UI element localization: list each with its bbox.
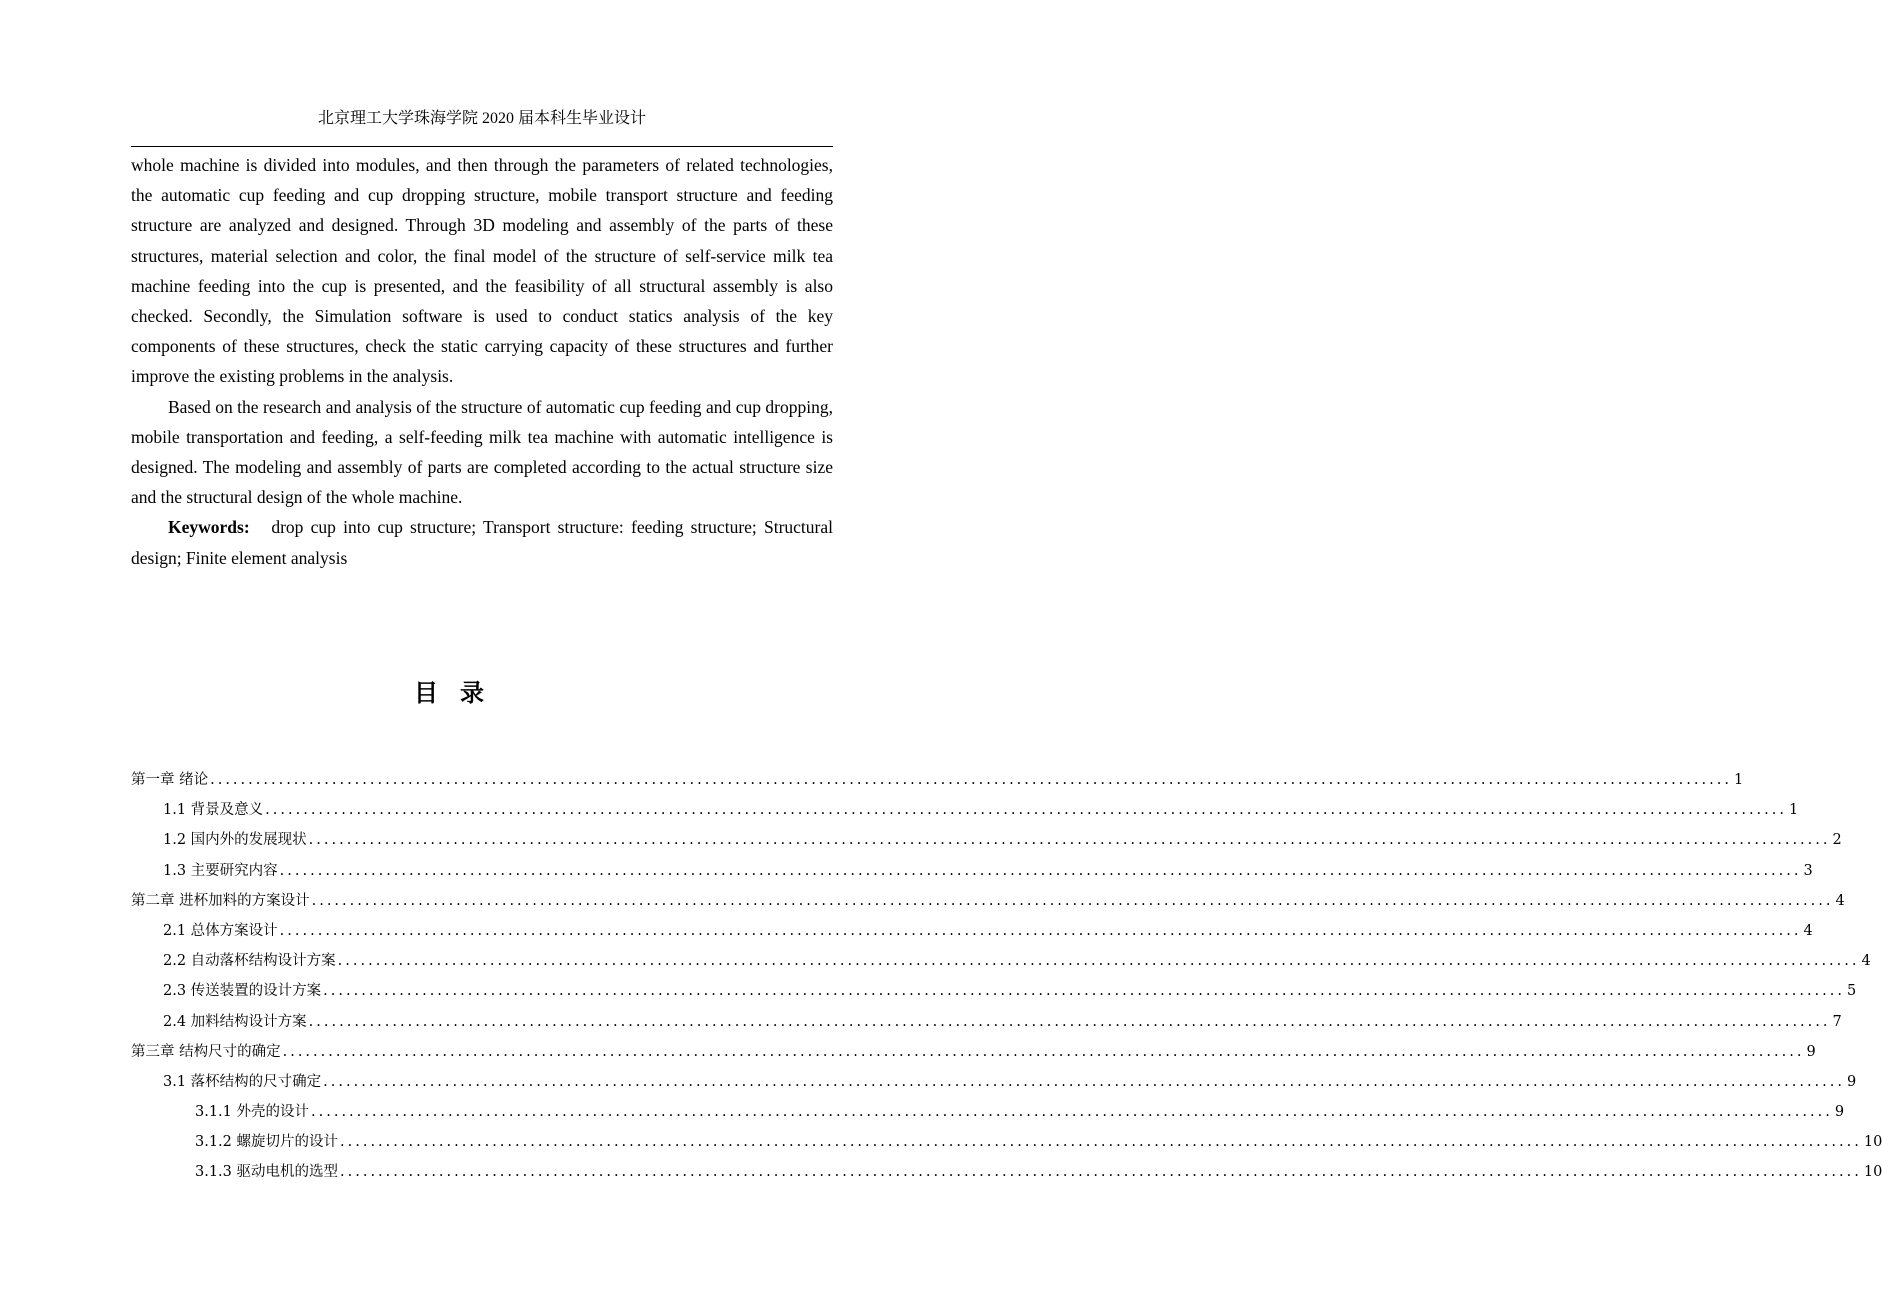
toc-entry-page: 4	[1803, 922, 1813, 939]
toc-entry-page: 7	[1832, 1013, 1842, 1030]
toc-entry[interactable]	[131, 1127, 1882, 1157]
toc-entry[interactable]	[131, 765, 1744, 795]
toc-leader-dots: ........................................................................................................................................................................................................	[265, 802, 1787, 819]
toc-entry-label: 第一章 绪论	[131, 772, 209, 788]
toc-entry-page: 4	[1835, 892, 1845, 909]
toc-entry[interactable]	[131, 1157, 1882, 1187]
toc-leader-dots: ........................................................................................................................................................................................................	[340, 1134, 1862, 1151]
toc-entry-label: 2.4 加料结构设计方案	[163, 1013, 307, 1030]
page-header: 北京理工大学珠海学院 2020 届本科生毕业设计	[317, 110, 646, 127]
toc-leader-dots: ........................................................................................................................................................................................................	[210, 772, 1732, 788]
toc-entry-label: 第二章 进杯加料的方案设计	[131, 892, 310, 909]
toc-leader-dots: ........................................................................................................................................................................................................	[323, 1073, 1845, 1090]
toc-title: 目录	[414, 678, 506, 707]
toc-entry-page: 3	[1803, 862, 1813, 879]
toc-entry-page: 10	[1863, 1134, 1882, 1151]
toc-entry[interactable]	[131, 976, 1857, 1006]
abstract-paragraph-1: whole machine is divided into modules, and then through the parameters of related technologies, the automatic cup feeding and cup dropping structure, mobile transport structure and feeding structure are analyzed and designed. Through 3D modeling and assembly of the parts of these structures, material selection and color, the final model of the structure of self-service milk tea machine feeding into the cup is presented, and the feasibility of all structural assembly is also checked. Secondly, the Simulation software is used to conduct statics analysis of the key components of these structures, check the static carrying capacity of these structures and further improve the existing problems in the analysis.	[131, 155, 833, 387]
toc-entry[interactable]	[131, 856, 1813, 886]
toc-entry-label: 3.1.1 外壳的设计	[195, 1104, 310, 1121]
toc-leader-dots: ........................................................................................................................................................................................................	[282, 1043, 1805, 1060]
toc-entry-page: 4	[1861, 953, 1871, 970]
toc-entry-page: 9	[1834, 1104, 1845, 1121]
toc-entry[interactable]	[131, 916, 1813, 946]
toc-entry[interactable]	[131, 825, 1842, 855]
toc-entry-page: 1	[1789, 802, 1799, 819]
toc-leader-dots: ........................................................................................................................................................................................................	[340, 1164, 1862, 1181]
toc-entry[interactable]	[131, 1037, 1816, 1067]
toc-entry-page: 10	[1863, 1164, 1882, 1181]
toc-leader-dots: ........................................................................................................................................................................................................	[279, 922, 1802, 939]
table-of-contents	[131, 765, 1882, 1188]
toc-entry-page: 1	[1733, 772, 1744, 788]
toc-entry[interactable]	[131, 946, 1871, 976]
toc-entry-page: 9	[1806, 1043, 1816, 1060]
toc-entry[interactable]	[131, 1007, 1842, 1037]
toc-entry-label: 2.2 自动落杯结构设计方案	[163, 953, 336, 970]
toc-entry-page: 9	[1847, 1073, 1857, 1090]
toc-leader-dots: ........................................................................................................................................................................................................	[279, 862, 1802, 879]
toc-entry-label: 2.1 总体方案设计	[163, 922, 278, 939]
toc-entry[interactable]	[131, 886, 1845, 916]
toc-leader-dots: ........................................................................................................................................................................................................	[311, 1104, 1833, 1121]
toc-leader-dots: ........................................................................................................................................................................................................	[308, 832, 1831, 849]
toc-entry-page: 2	[1832, 832, 1842, 849]
toc-entry[interactable]	[131, 1097, 1845, 1127]
abstract-paragraph-2: Based on the research and analysis of the structure of automatic cup feeding and cup dropping, mobile transportation and feeding, a self-feeding milk tea machine with automatic intelligence is designed. The modeling and assembly of parts are completed according to the actual structure size and the structural design of the whole machine.	[131, 396, 833, 508]
toc-leader-dots: ........................................................................................................................................................................................................	[337, 953, 1860, 970]
toc-entry[interactable]	[131, 795, 1799, 825]
toc-entry-page: 5	[1847, 983, 1857, 1000]
abstract-section	[131, 150, 833, 573]
toc-leader-dots: ........................................................................................................................................................................................................	[323, 983, 1845, 1000]
keywords-paragraph	[131, 512, 833, 572]
header-divider	[131, 146, 833, 147]
toc-entry-label: 3.1.3 驱动电机的选型	[195, 1164, 339, 1181]
toc-entry-label: 1.3 主要研究内容	[163, 862, 278, 879]
toc-entry-label: 3.1 落杯结构的尺寸确定	[163, 1073, 322, 1090]
keywords-text: drop cup into cup structure; Transport structure: feeding structure; Structural design; Finite element analysis	[131, 517, 834, 568]
toc-entry-label: 2.3 传送装置的设计方案	[163, 983, 322, 1000]
toc-leader-dots: ........................................................................................................................................................................................................	[311, 892, 1834, 909]
toc-leader-dots: ........................................................................................................................................................................................................	[308, 1013, 1831, 1030]
toc-entry[interactable]	[131, 1067, 1857, 1097]
toc-entry-label: 3.1.2 螺旋切片的设计	[195, 1134, 339, 1151]
toc-entry-label: 第三章 结构尺寸的确定	[131, 1043, 281, 1060]
toc-entry-label: 1.2 国内外的发展现状	[163, 832, 307, 849]
toc-entry-label: 1.1 背景及意义	[163, 802, 264, 819]
keywords-label: Keywords:	[168, 517, 250, 538]
